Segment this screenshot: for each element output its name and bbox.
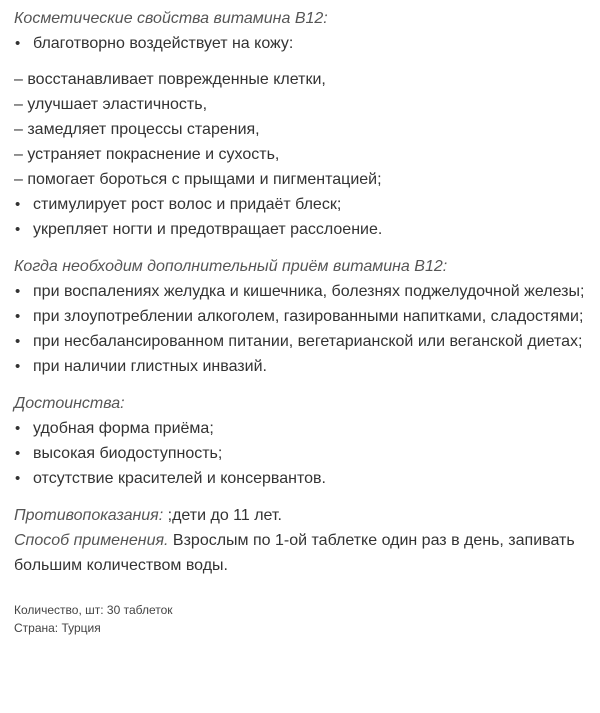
- list-item: • при злоупотреблении алкоголем, газированными напитками, сладостями;: [14, 304, 586, 329]
- quantity-spec: Количество, шт: 30 таблеток: [14, 603, 173, 617]
- list-item: – восстанавливает поврежденные клетки,: [14, 71, 326, 88]
- list-item: • при несбалансированном питании, вегетарианской или веганской диетах;: [14, 329, 586, 354]
- list-item: – устраняет покраснение и сухость,: [14, 146, 280, 163]
- when-needed-list: [14, 279, 586, 379]
- list-item: • высокая биодоступность;: [14, 441, 586, 466]
- skin-effects-list: [14, 67, 586, 192]
- advantages-list: [14, 416, 586, 491]
- usage-label: Способ применения.: [14, 532, 169, 549]
- list-item: – помогает бороться с прыщами и пигментацией;: [14, 171, 382, 188]
- cosmetic-properties-heading: Косметические свойства витамина В12:: [14, 10, 328, 27]
- usage-paragraph: [14, 528, 586, 578]
- cosmetic-lead-list: [14, 31, 586, 56]
- list-item: • удобная форма приёма;: [14, 416, 586, 441]
- advantages-heading: Достоинства:: [14, 395, 125, 412]
- usage-value: Взрослым по 1-ой таблетке один раз в день, запивать большим количеством воды.: [14, 532, 575, 574]
- list-item: • при воспалениях желудка и кишечника, болезнях поджелудочной железы;: [14, 279, 586, 304]
- list-item: • стимулирует рост волос и придаёт блеск;: [14, 192, 586, 217]
- list-item: – улучшает эластичность,: [14, 96, 208, 113]
- list-item: • при наличии глистных инвазий.: [14, 354, 586, 379]
- country-spec: Страна: Турция: [14, 621, 101, 635]
- list-item: • отсутствие красителей и консервантов.: [14, 466, 586, 491]
- list-item: • благотворно воздействует на кожу:: [14, 31, 586, 56]
- when-needed-heading: Когда необходим дополнительный приём витамина В12:: [14, 258, 448, 275]
- cosmetic-bullets-list: [14, 192, 586, 242]
- contraindications-paragraph: [14, 503, 586, 528]
- contraindications-value: ;дети до 11 лет.: [163, 507, 282, 524]
- list-item: – замедляет процессы старения,: [14, 121, 260, 138]
- list-item: • укрепляет ногти и предотвращает расслоение.: [14, 217, 586, 242]
- contraindications-label: Противопоказания:: [14, 507, 164, 524]
